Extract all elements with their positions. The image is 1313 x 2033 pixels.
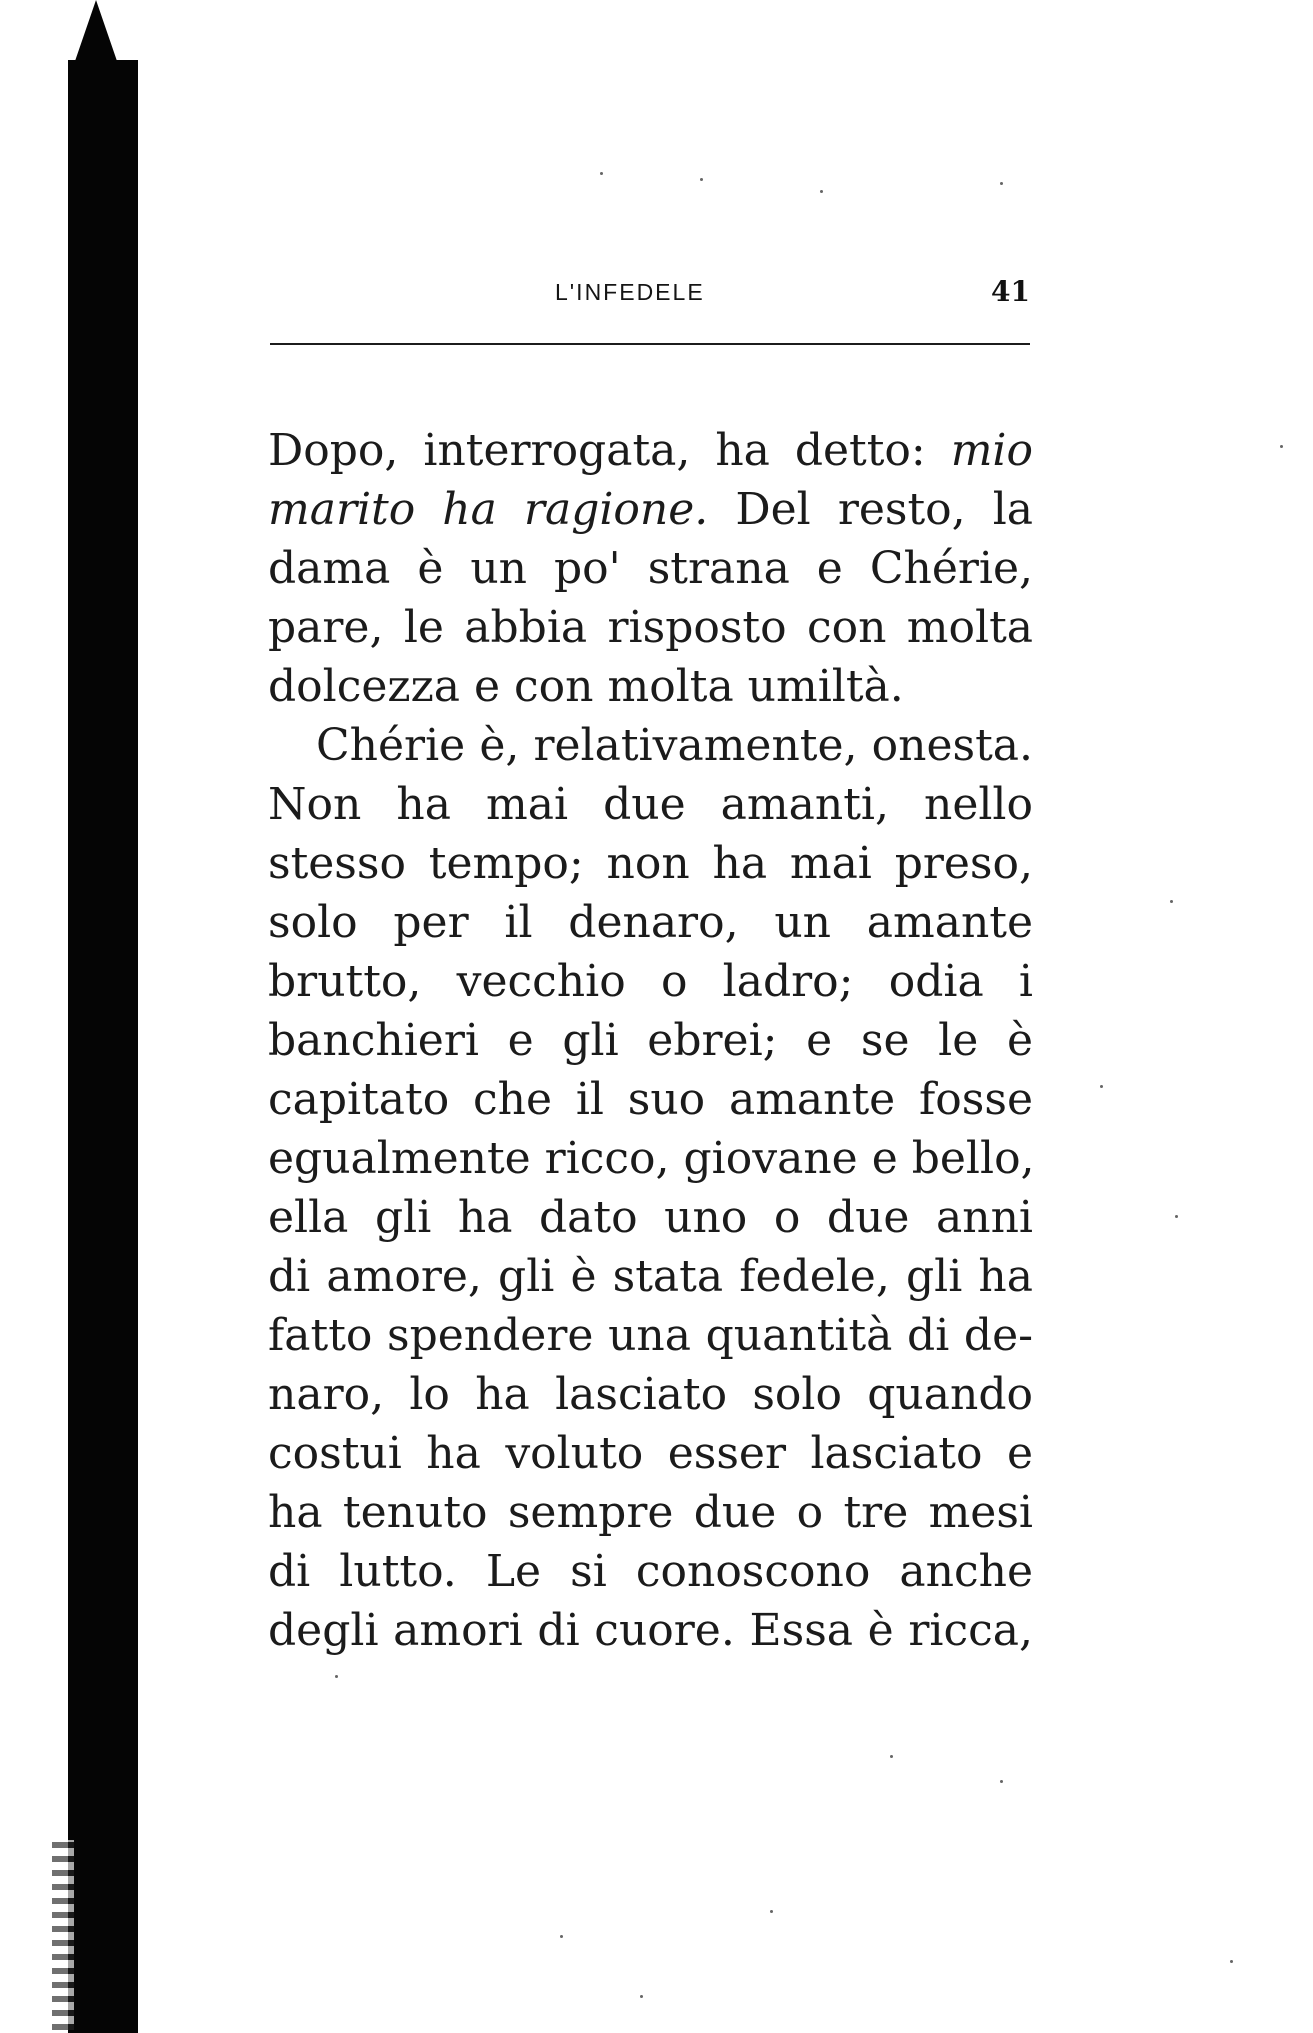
scan-speck [1170,900,1173,903]
scan-speck [1100,1085,1103,1088]
text-line: dolcezza e con molta umiltà. [268,661,904,712]
scan-speck [820,190,823,193]
text-line: ha tenuto sempre due o tre mesi [268,1487,1033,1538]
running-head-title: L'INFEDELE [555,279,705,305]
scan-speck [335,1675,338,1678]
text-line: pare, le abbia risposto con molta [268,602,1033,653]
text-line: egualmente ricco, giovane e bello, [268,1133,1035,1184]
binding-edge-ragged [52,1840,74,2030]
page-number: 41 [991,275,1030,308]
text-line: naro, lo ha lasciato solo quando [268,1369,1033,1420]
text-line: banchieri e gli ebrei; e se le è [268,1015,1033,1066]
text-line: costui ha voluto esser lasciato e [268,1428,1033,1479]
scan-speck [1175,1215,1178,1218]
scan-speck [640,1995,643,1998]
scan-speck [1280,445,1283,448]
scan-speck [1230,1960,1233,1963]
scan-speck [700,178,703,181]
scan-speck [560,1935,563,1938]
text-line: Non ha mai due amanti, nello [268,779,1033,830]
scan-speck [770,1910,773,1913]
text-line: dama è un po' strana e Chérie, [268,543,1033,594]
scan-speck [1000,182,1003,185]
binding-edge-tip [74,0,118,64]
book-binding-edge [68,60,138,2033]
text-line: solo per il denaro, un amante [268,897,1033,948]
text-line: Chérie è, relativamente, onesta. [316,720,1033,771]
text-line: di lutto. Le si conoscono anche [268,1546,1033,1597]
text-line: capitato che il suo amante fosse [268,1074,1033,1125]
text-line: di amore, gli è stata fedele, gli ha [268,1251,1033,1302]
text-line: stesso tempo; non ha mai preso, [268,838,1033,889]
header-rule [270,343,1030,345]
body-text [268,421,1033,1660]
text-line: degli amori di cuore. Essa è ricca, [268,1605,1033,1656]
text-line: fatto spendere una quantità di de- [268,1310,1033,1361]
scan-speck [890,1755,893,1758]
scan-speck [600,172,603,175]
scan-speck [1000,1780,1003,1783]
text-line: ella gli ha dato uno o due anni [268,1192,1033,1243]
text-line: marito ha ragione. Del resto, la [268,484,1033,535]
running-head [270,275,1030,313]
text-line: brutto, vecchio o ladro; odia i [268,956,1033,1007]
text-line: Dopo, interrogata, ha detto: mio [268,425,1033,476]
